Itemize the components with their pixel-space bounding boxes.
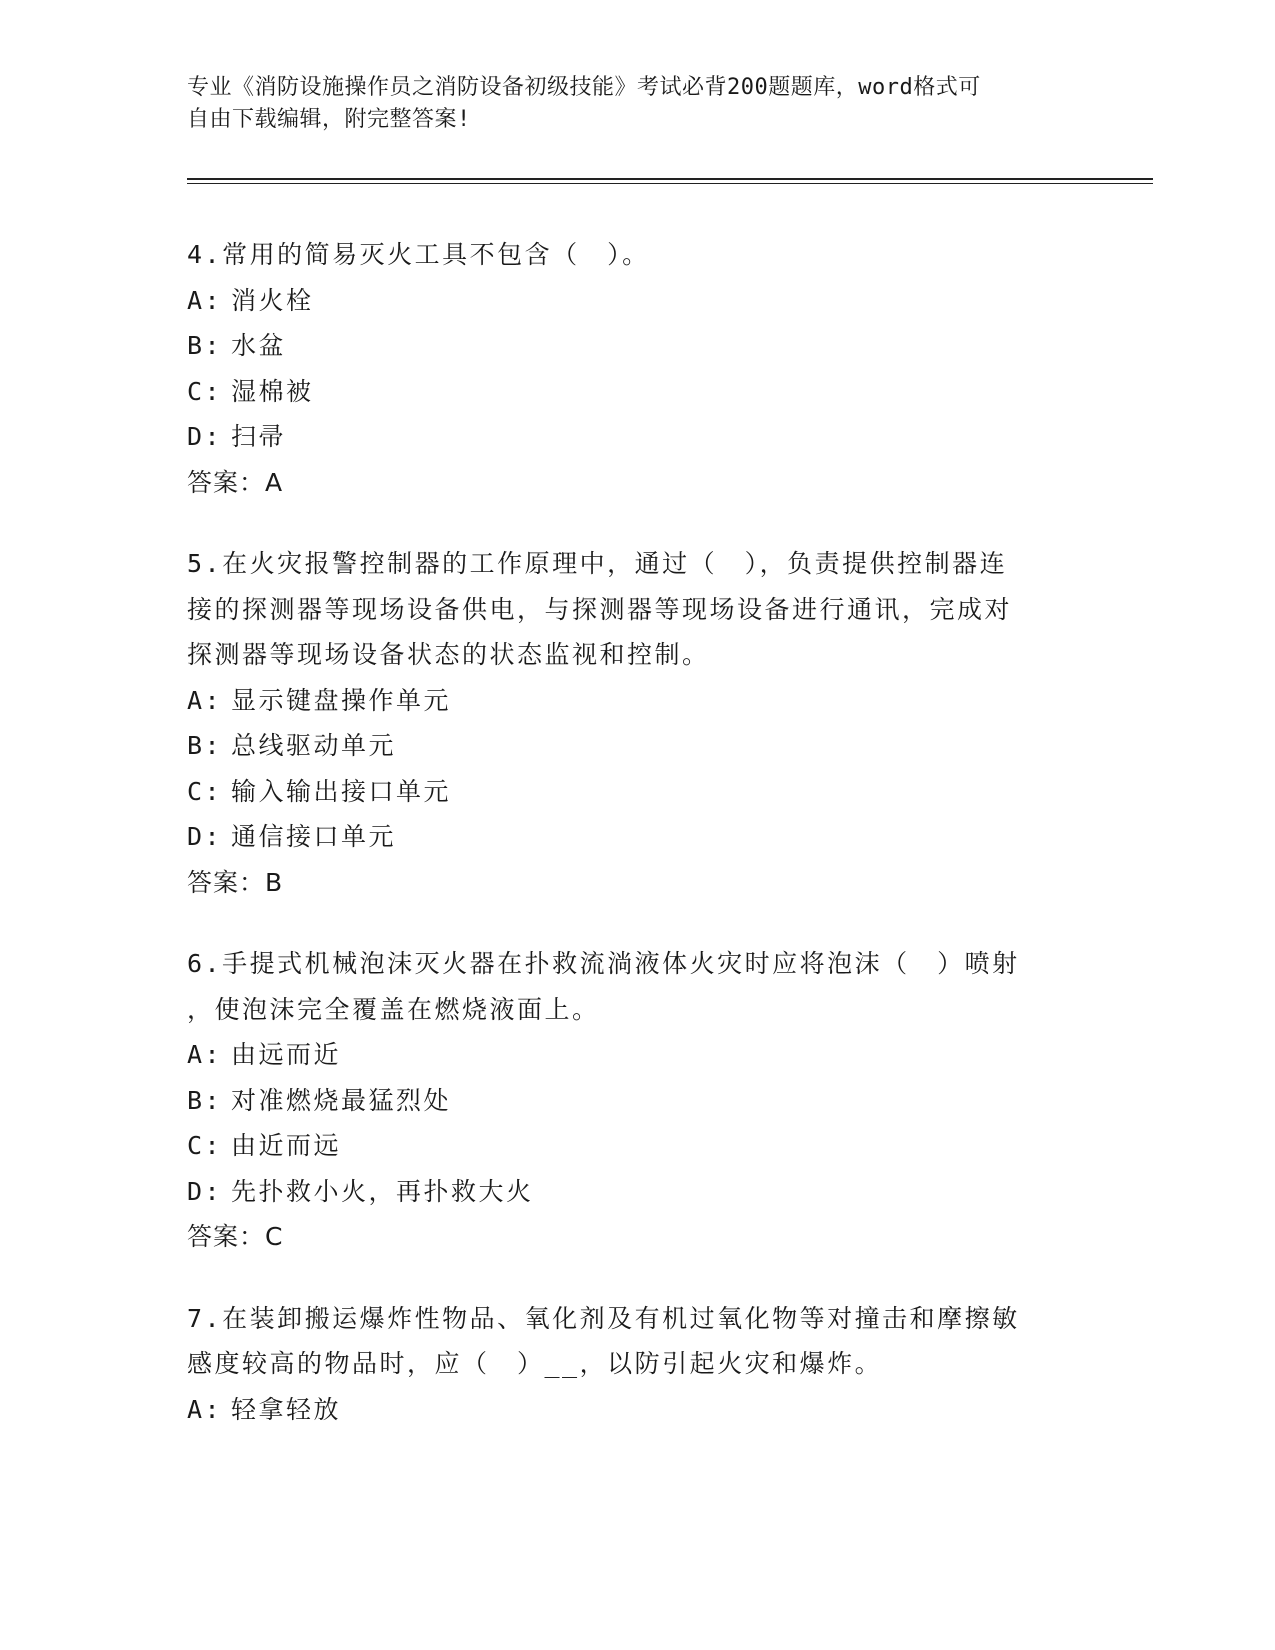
answer-option: [187, 723, 1067, 769]
question-stem-line: 6.手提式机械泡沫灭火器在扑救流淌液体火灾时应将泡沫（ ）喷射: [187, 949, 1020, 978]
option-text: 总线驱动单元: [231, 731, 397, 760]
option-text: 湿棉被: [231, 376, 314, 406]
option-text: 水盆: [231, 331, 287, 360]
option-key: A:: [187, 1040, 223, 1069]
option-key: C:: [187, 376, 223, 406]
option-text: 消火栓: [231, 285, 314, 315]
question-stem-line: 感度较高的物品时，应（ ）__，以防引起火灾和爆炸。: [187, 1349, 883, 1378]
option-key: A:: [187, 285, 223, 315]
question-stem-line: 探测器等现场设备状态的状态监视和控制。: [187, 640, 710, 669]
question-stem-line: ，使泡沫完全覆盖在燃烧液面上。: [187, 994, 600, 1024]
question-block: [187, 232, 1067, 505]
option-key: C:: [187, 776, 223, 806]
answer-option: [187, 1032, 1067, 1078]
option-text: 由远而近: [231, 1040, 342, 1069]
option-key: A:: [187, 1394, 223, 1424]
option-text: 输入输出接口单元: [231, 776, 452, 806]
answer-option: [187, 1387, 1067, 1433]
header-divider-thick: [187, 178, 1153, 180]
option-key: C:: [187, 1131, 223, 1160]
option-key: B:: [187, 1085, 223, 1115]
answer-line: 答案：A: [187, 467, 284, 497]
option-text: 先扑救小火，再扑救大火: [231, 1176, 534, 1206]
question-stem-line: 4.常用的简易灭火工具不包含（ ）。: [187, 240, 650, 269]
answer-option: [187, 678, 1067, 724]
answer-option: [187, 278, 1067, 324]
answer-option: [187, 1123, 1067, 1169]
option-text: 显示键盘操作单元: [231, 685, 452, 715]
answer-option: [187, 1169, 1067, 1215]
option-key: D:: [187, 1176, 223, 1206]
answer-option: [187, 323, 1067, 369]
option-text: 扫帚: [231, 422, 287, 451]
option-text: 对准燃烧最猛烈处: [231, 1085, 452, 1115]
option-text: 由近而远: [231, 1131, 342, 1160]
answer-line: 答案：B: [187, 867, 284, 897]
header-line-2: 自由下载编辑，附完整答案!: [187, 107, 471, 132]
question-stem-line: 7.在装卸搬运爆炸性物品、氧化剂及有机过氧化物等对撞击和摩擦敏: [187, 1303, 1020, 1333]
question-block: [187, 941, 1067, 1260]
option-key: A:: [187, 685, 223, 715]
option-key: B:: [187, 331, 223, 360]
header-divider-thin: [187, 183, 1153, 184]
document-header: [187, 72, 1067, 136]
question-stem-line: 5.在火灾报警控制器的工作原理中，通过（ ），负责提供控制器连: [187, 549, 1008, 578]
answer-option: [187, 369, 1067, 415]
option-key: D:: [187, 422, 223, 451]
option-text: 通信接口单元: [231, 822, 397, 851]
question-list: [187, 232, 1067, 1468]
option-key: B:: [187, 731, 223, 760]
question-stem-line: 接的探测器等现场设备供电，与探测器等现场设备进行通讯，完成对: [187, 594, 1013, 624]
question-block: [187, 541, 1067, 905]
answer-option: [187, 769, 1067, 815]
header-line-1: 专业《消防设施操作员之消防设备初级技能》考试必背200题题库，word格式可: [187, 75, 981, 100]
answer-option: [187, 1078, 1067, 1124]
answer-option: [187, 414, 1067, 460]
answer-option: [187, 814, 1067, 860]
question-block: [187, 1296, 1067, 1433]
answer-line: 答案：C: [187, 1222, 284, 1251]
option-text: 轻拿轻放: [231, 1394, 342, 1424]
option-key: D:: [187, 822, 223, 851]
